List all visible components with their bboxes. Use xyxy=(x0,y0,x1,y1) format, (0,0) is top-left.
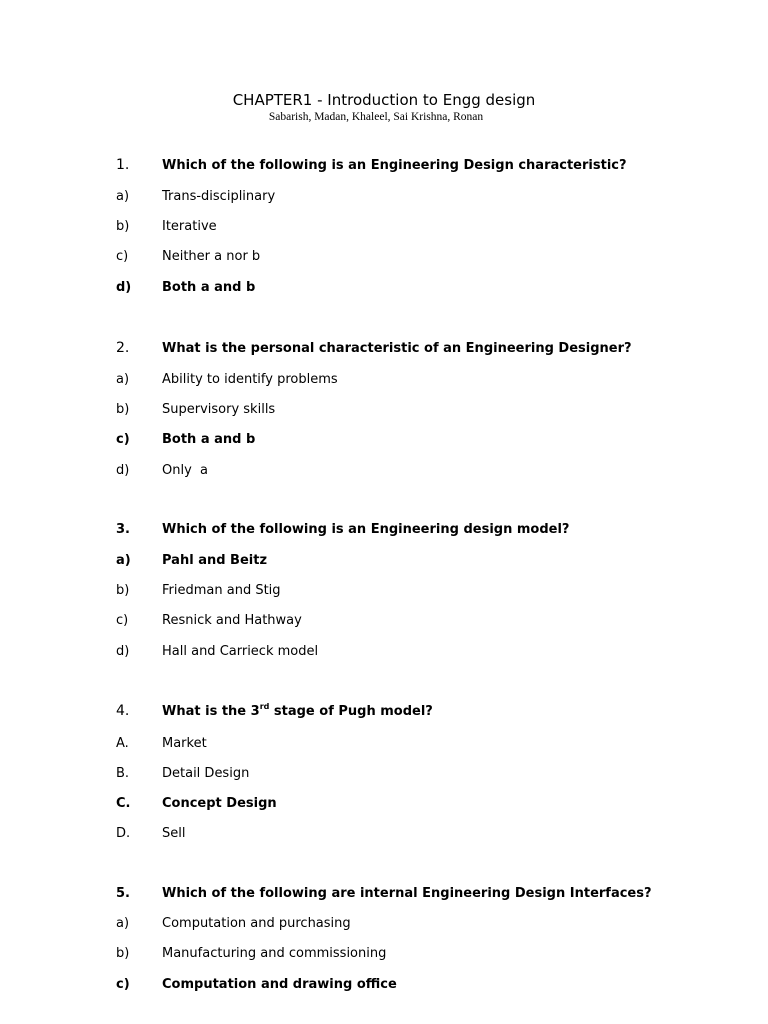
question-text: What is the personal characteristic of an Engineering Designer? xyxy=(162,341,632,356)
option-text: Both a and b xyxy=(162,432,256,447)
option-text: Computation and purchasing xyxy=(162,916,351,931)
option-row xyxy=(0,219,768,239)
option-marker: D. xyxy=(116,826,131,841)
option-text: Hall and Carrieck model xyxy=(162,644,319,659)
option-text: Computation and drawing office xyxy=(162,977,397,992)
option-marker: a) xyxy=(116,189,130,204)
option-text: Neither a nor b xyxy=(162,249,261,264)
question-text-part: What is the 3 xyxy=(162,704,260,719)
option-marker: b) xyxy=(116,946,130,961)
question-number: 2. xyxy=(116,340,130,356)
correct-option-row xyxy=(0,796,768,816)
option-marker: A. xyxy=(116,736,129,751)
option-marker: a) xyxy=(116,372,130,387)
option-marker: a) xyxy=(116,916,130,931)
option-text: Resnick and Hathway xyxy=(162,613,302,628)
question-5 xyxy=(0,886,768,906)
correct-option-row xyxy=(0,553,768,573)
option-marker: c) xyxy=(116,977,130,992)
option-marker: c) xyxy=(116,432,130,447)
option-row xyxy=(0,736,768,756)
option-text: Market xyxy=(162,736,207,751)
option-text: Friedman and Stig xyxy=(162,583,281,598)
option-text: Both a and b xyxy=(162,280,256,295)
option-marker: B. xyxy=(116,766,130,781)
option-row xyxy=(0,613,768,633)
option-row xyxy=(0,402,768,422)
option-text: Detail Design xyxy=(162,766,250,781)
correct-option-row xyxy=(0,432,768,452)
option-marker: c) xyxy=(116,613,129,628)
question-2 xyxy=(0,341,768,361)
option-text: Ability to identify problems xyxy=(162,372,338,387)
question-1 xyxy=(0,158,768,178)
question-number: 1. xyxy=(116,157,130,173)
option-row xyxy=(0,463,768,483)
question-3 xyxy=(0,522,768,542)
option-text: Sell xyxy=(162,826,186,841)
option-text: Supervisory skills xyxy=(162,402,276,417)
option-text: Trans-disciplinary xyxy=(162,189,276,204)
option-row xyxy=(0,249,768,269)
question-text: Which of the following is an Engineering design model? xyxy=(162,522,570,537)
page-title: CHAPTER1 - Introduction to Engg design xyxy=(232,91,536,109)
option-marker: a) xyxy=(116,553,131,568)
option-row xyxy=(0,916,768,936)
option-row xyxy=(0,826,768,846)
option-marker: c) xyxy=(116,249,129,264)
question-text xyxy=(162,704,433,719)
option-marker: d) xyxy=(116,463,130,478)
option-marker: b) xyxy=(116,219,130,234)
option-row xyxy=(0,583,768,603)
option-row xyxy=(0,644,768,664)
option-marker: C. xyxy=(116,796,131,811)
option-row xyxy=(0,946,768,966)
question-number: 4. xyxy=(116,703,130,719)
ordinal-superscript: rd xyxy=(259,702,270,711)
question-text-part: stage of Pugh model? xyxy=(269,704,433,719)
option-text: Pahl and Beitz xyxy=(162,553,268,568)
option-text: Only a xyxy=(162,463,209,478)
option-row xyxy=(0,372,768,392)
option-marker: b) xyxy=(116,402,130,417)
option-row xyxy=(0,766,768,786)
question-number: 3. xyxy=(116,522,130,537)
correct-option-row xyxy=(0,280,768,300)
option-marker: b) xyxy=(116,583,130,598)
question-text: Which of the following are internal Engineering Design Interfaces? xyxy=(162,886,652,901)
question-text: Which of the following is an Engineering Design characteristic? xyxy=(162,158,627,173)
option-marker: d) xyxy=(116,280,132,295)
option-row xyxy=(0,189,768,209)
question-4 xyxy=(0,704,768,724)
authors-line: Sabarish, Madan, Khaleel, Sai Krishna, Ronan xyxy=(268,111,484,123)
option-text: Iterative xyxy=(162,219,217,234)
option-text: Manufacturing and commissioning xyxy=(162,946,387,961)
option-marker: d) xyxy=(116,644,130,659)
option-text: Concept Design xyxy=(162,796,277,811)
question-number: 5. xyxy=(116,886,130,901)
correct-option-row xyxy=(0,977,768,997)
